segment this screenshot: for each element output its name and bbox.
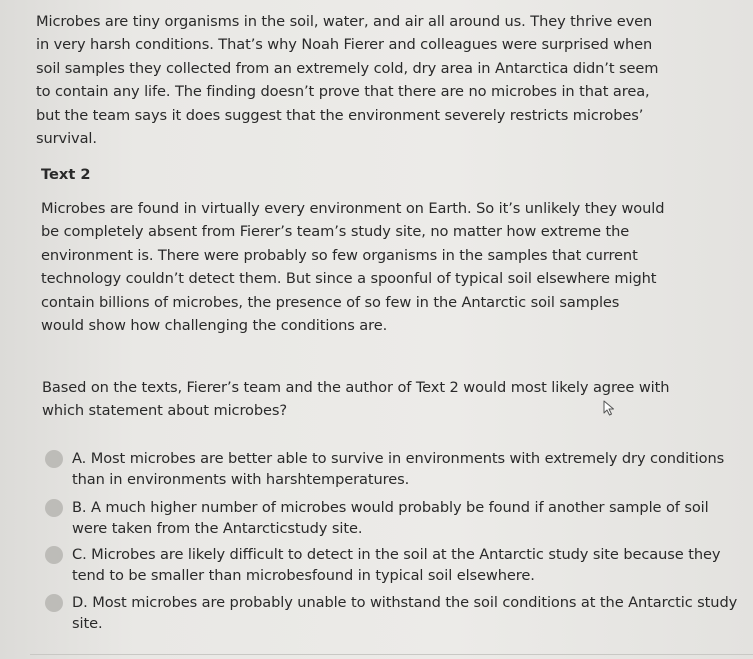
question-line: Based on the texts, Fierer’s team and the author of Text 2 would most likely agree with [42, 379, 670, 396]
passage-text-2 [41, 197, 664, 337]
radio-button-a[interactable] [45, 450, 63, 468]
answer-choice-text [72, 448, 724, 490]
passage-line: soil samples they collected from an extremely cold, dry area in Antarctica didn’t seem [36, 59, 659, 77]
passage-line: but the team says it does suggest that the environment severely restricts microbes’ [36, 106, 644, 124]
choice-line: C. Microbes are likely difficult to detect in the soil at the Antarctic study site because they [72, 546, 721, 563]
answer-choice-text [72, 544, 720, 586]
passage-line: be completely absent from Fierer’s team’s study site, no matter how extreme the [41, 223, 630, 241]
choice-line: B. A much higher number of microbes would probably be found if another sample of soil [72, 499, 709, 516]
radio-button-d[interactable] [45, 594, 63, 612]
passage-line: contain billions of microbes, the presence of so few in the Antarctic soil samples [41, 293, 620, 311]
passage-line: in very harsh conditions. That’s why Noah Fierer and colleagues were surprised when [36, 36, 653, 54]
choice-line: A. Most microbes are better able to survive in environments with extremely dry conditions [72, 450, 725, 467]
text2-heading: Text 2 [41, 166, 91, 183]
mouse-pointer-icon [603, 400, 615, 416]
choice-line: tend to be smaller than microbesfound in typical soil elsewhere. [72, 567, 535, 584]
passage-line: environment is. There were probably so few organisms in the samples that current [41, 246, 638, 264]
choice-line: D. Most microbes are probably unable to withstand the soil conditions at the Antarctic study [72, 594, 738, 611]
choice-line: than in environments with harshtemperatures. [72, 471, 410, 488]
answer-choice-text [72, 497, 709, 539]
passage-line: to contain any life. The finding doesn’t prove that there are no microbes in that area, [36, 83, 650, 101]
passage-line: would show how challenging the conditions are. [41, 317, 388, 335]
passage-line: Microbes are found in virtually every environment on Earth. So it’s unlikely they would [41, 200, 665, 217]
radio-button-b[interactable] [45, 499, 63, 517]
passage-line: survival. [36, 130, 97, 148]
passage-line: Microbes are tiny organisms in the soil, water, and air all around us. They thrive even [36, 13, 653, 30]
question-prompt [42, 376, 669, 423]
answer-choice-text [72, 592, 737, 634]
question-line: which statement about microbes? [42, 402, 288, 420]
choice-line: were taken from the Antarcticstudy site. [72, 520, 363, 537]
divider [30, 654, 753, 655]
passage-text-1 [36, 10, 658, 150]
passage-line: technology couldn’t detect them. But since a spoonful of typical soil elsewhere might [41, 270, 657, 288]
radio-button-c[interactable] [45, 546, 63, 564]
choice-line: site. [72, 615, 103, 632]
